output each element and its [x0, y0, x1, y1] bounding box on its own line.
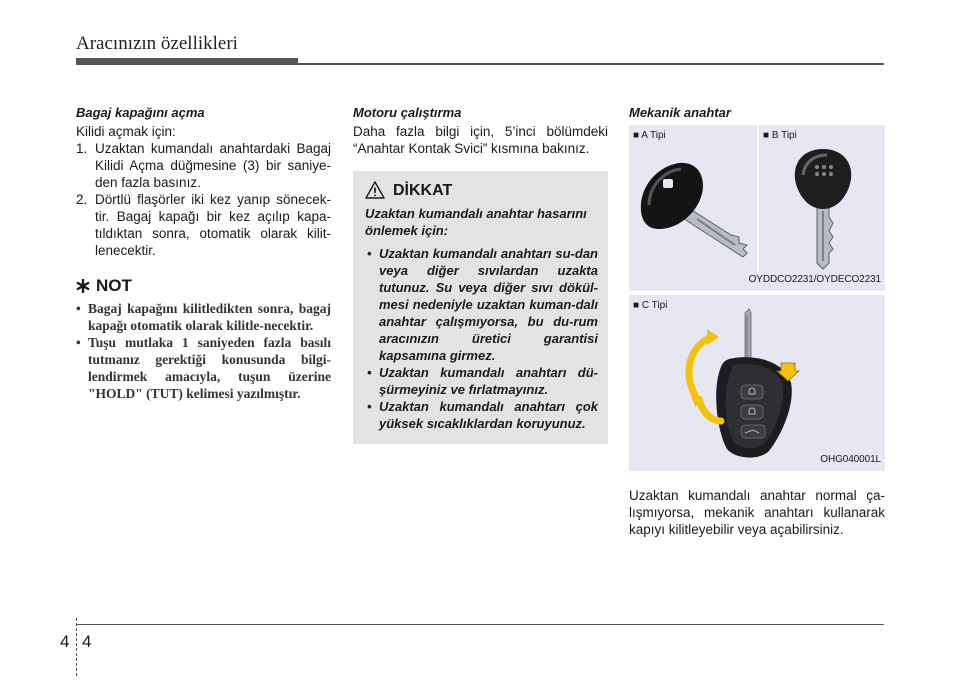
- column-engine-start: [353, 104, 608, 444]
- key-type-c-figure: [629, 295, 885, 471]
- step-number: 2.: [76, 192, 88, 207]
- header-rule: [298, 63, 884, 65]
- footer-divider: [76, 618, 78, 676]
- key-type-a-icon: [635, 149, 753, 267]
- figure-divider: [757, 125, 759, 273]
- asterisk-icon: [76, 279, 90, 293]
- note-title: NOT: [96, 276, 132, 295]
- warning-triangle-icon: [365, 181, 385, 199]
- page-number: 4: [82, 632, 92, 651]
- key-type-b-icon: [777, 145, 877, 271]
- step-number: 1.: [76, 141, 88, 156]
- section-title-mechanical-key: Mekanik anahtar: [629, 105, 731, 120]
- section-title-engine-start: Motoru çalıştırma: [353, 105, 462, 120]
- page-section-number: 4: [60, 632, 70, 651]
- warning-box: [353, 171, 608, 444]
- trunk-intro: Kilidi açmak için:: [76, 124, 176, 139]
- header-bar: [76, 58, 298, 65]
- trunk-steps: [76, 140, 331, 259]
- column-trunk-lid: [76, 104, 331, 402]
- step-item: [76, 191, 331, 259]
- warning-item: • Uzaktan kumandalı anahtarı dü-şürmeyiniz ve fırlatmayınız.: [365, 364, 598, 398]
- note-item: • Bagaj kapağını kilitledikten sonra, bagaj kapağı otomatik olarak kilitle-necektir.: [76, 300, 331, 334]
- figure-code: OHG040001L: [820, 454, 881, 465]
- warning-subtitle: Uzaktan kumandalı anahtar hasarını önlemek için:: [365, 206, 587, 238]
- mechanical-key-text: Uzaktan kumandalı anahtar normal ça-lışmıyorsa, mekanik anahtarı kullanarak kapıyı kilitleyebilir veya açabilirsiniz.: [629, 488, 885, 537]
- warning-item: • Uzaktan kumandalı anahtarı çok yüksek sıcaklıklardan koruyunuz.: [365, 398, 598, 432]
- footer-rule: [76, 624, 884, 625]
- column-mechanical-key: [629, 104, 885, 538]
- step-text: Dörtlü flaşörler iki kez yanıp sönecek-tir. Bagaj kapağı bir kez açılıp kapa-tıldıktan sonra, otomatik olarak kilit-lenecektir.: [95, 192, 331, 258]
- warning-title: DİKKAT: [393, 181, 453, 199]
- note-heading: [76, 277, 331, 294]
- note-list: [76, 300, 331, 402]
- figure-label-c: ■ C Tipi: [633, 300, 668, 311]
- chapter-title: Aracınızın özellikleri: [76, 33, 238, 54]
- figure-label-b: ■ B Tipi: [763, 130, 797, 141]
- key-types-figure: [629, 125, 885, 291]
- figure-code: OYDDCO2231/OYDECO2231: [748, 274, 881, 285]
- warning-list: [365, 245, 598, 432]
- engine-start-text: Daha fazla bilgi için, 5’inci bölümdeki “Anahtar Kontak Svici” kısmına bakınız.: [353, 124, 608, 156]
- folding-key-icon: [673, 303, 843, 463]
- warning-heading: [365, 181, 598, 199]
- step-item: [76, 140, 331, 191]
- section-title-trunk-lid: Bagaj kapağını açma: [76, 105, 205, 120]
- note-item: • Tuşu mutlaka 1 saniyeden fazla basılı tutmanız gerektiği konusunda bilgi-lendirmek amacıyla, tuşun üzerine "HOLD" (TUT) kelimesi yazılmıştır.: [76, 334, 331, 402]
- warning-item: • Uzaktan kumandalı anahtarı su-dan veya diğer sıvılardan uzakta tutunuz. Su veya diğer sıvı dökül-mesi nedeniyle uzaktan kuman-dalı anahtar çalışmıyorsa, bu du-rum aracınızın üretici garantisi kapsamına girmez.: [365, 245, 598, 364]
- figure-label-a: ■ A Tipi: [633, 130, 666, 141]
- step-text: Uzaktan kumandalı anahtardaki Bagaj Kilidi Açma düğmesine (3) bir saniye-den fazla basınız.: [95, 141, 331, 190]
